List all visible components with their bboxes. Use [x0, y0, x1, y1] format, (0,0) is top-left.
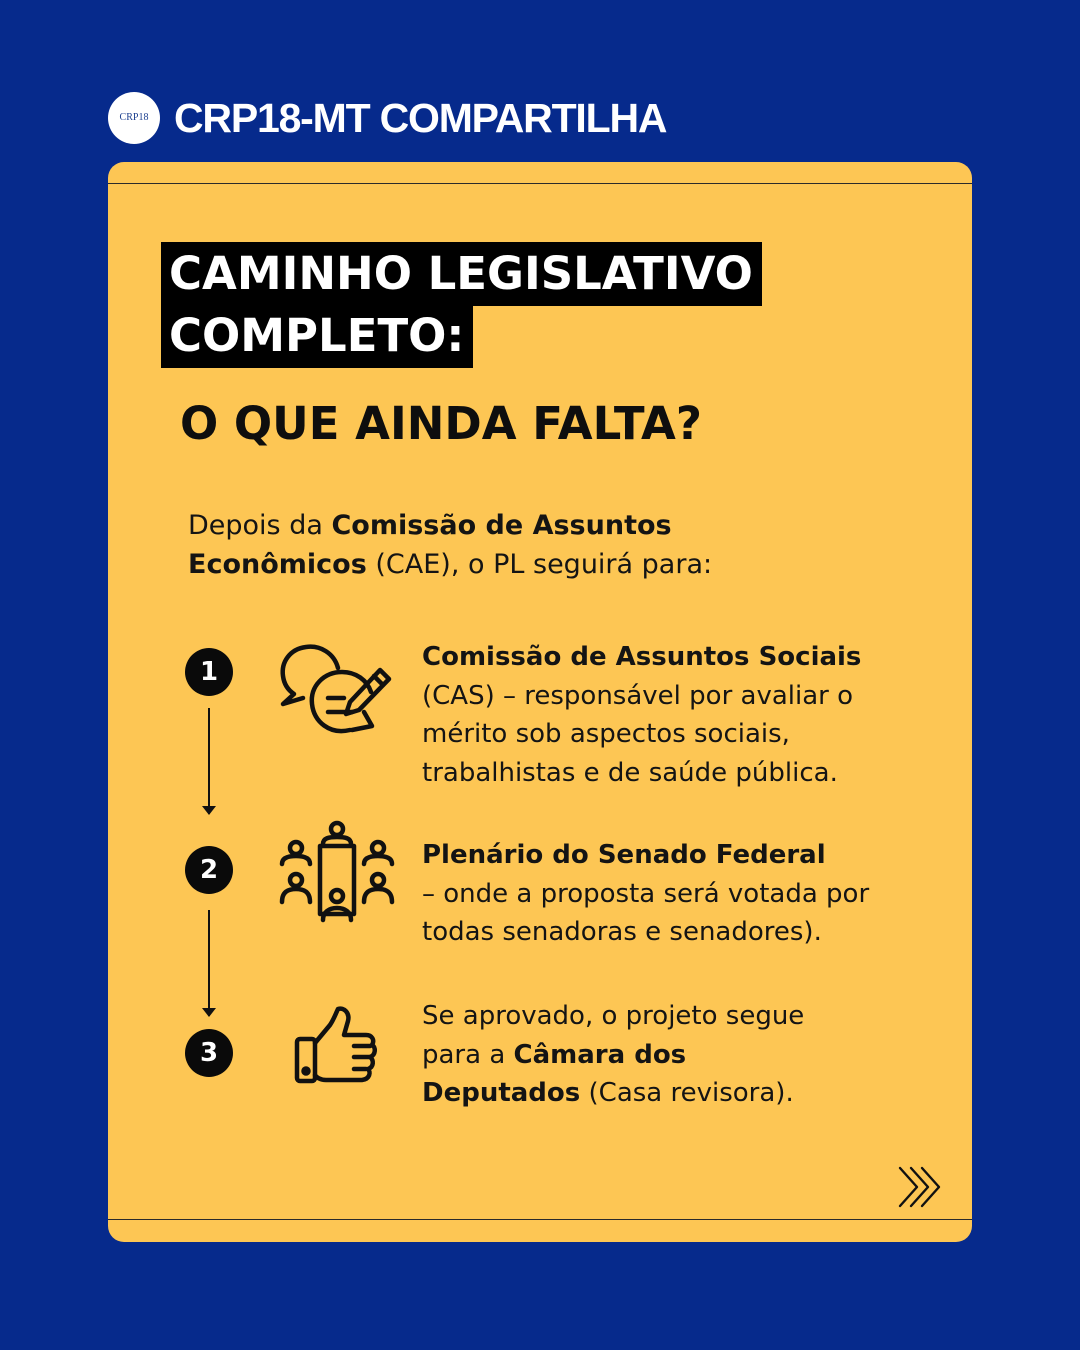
- step-1-number: 1: [185, 648, 233, 696]
- step-3-bold: Câmara dos Deputados: [422, 1039, 687, 1108]
- step-3-after: (Casa revisora).: [580, 1078, 794, 1108]
- bottom-divider: [108, 1219, 972, 1220]
- headline-line-1: CAMINHO LEGISLATIVO: [161, 242, 762, 306]
- content-card: [108, 162, 972, 1242]
- intro-paragraph: [188, 506, 748, 584]
- step-3-number: 3: [185, 1029, 233, 1077]
- step-1-body: (CAS) – responsável por avaliar o mérito sob aspectos sociais, trabalhistas e de saúde pública.: [422, 680, 854, 788]
- brand-name: CRP18-MT COMPARTILHA: [174, 94, 667, 141]
- intro-bold: Comissão de Assuntos Econômicos: [188, 510, 672, 580]
- brand-header: [108, 90, 666, 146]
- step-2-body: – onde a proposta será votada por todas senadoras e senadores).: [422, 878, 870, 947]
- logo-text: CRP18: [119, 112, 149, 123]
- crp18-logo: [108, 92, 160, 144]
- step-1-text: [422, 638, 892, 792]
- chat-bubbles-pencil-icon: [278, 640, 394, 740]
- step-2-number: 2: [185, 846, 233, 894]
- step-1-arrow: [208, 708, 210, 814]
- step-2-title: Plenário do Senado Federal: [422, 840, 826, 870]
- intro-after: (CAE), o PL seguirá para:: [366, 549, 713, 580]
- subtitle: O QUE AINDA FALTA?: [180, 397, 702, 450]
- top-divider: [108, 183, 972, 184]
- headline-line-2: COMPLETO:: [161, 304, 473, 368]
- step-3-before: Se aprovado, o projeto segue para a: [422, 1001, 805, 1070]
- step-2-arrow: [208, 910, 210, 1016]
- intro-before: Depois da: [188, 510, 332, 541]
- chevron-triple-right-icon[interactable]: [896, 1164, 946, 1210]
- step-1-title: Comissão de Assuntos Sociais: [422, 642, 862, 672]
- meeting-table-icon: [278, 820, 396, 924]
- thumbs-up-icon: [294, 1005, 378, 1085]
- step-2-text: [422, 836, 892, 952]
- step-3-text: [422, 997, 842, 1113]
